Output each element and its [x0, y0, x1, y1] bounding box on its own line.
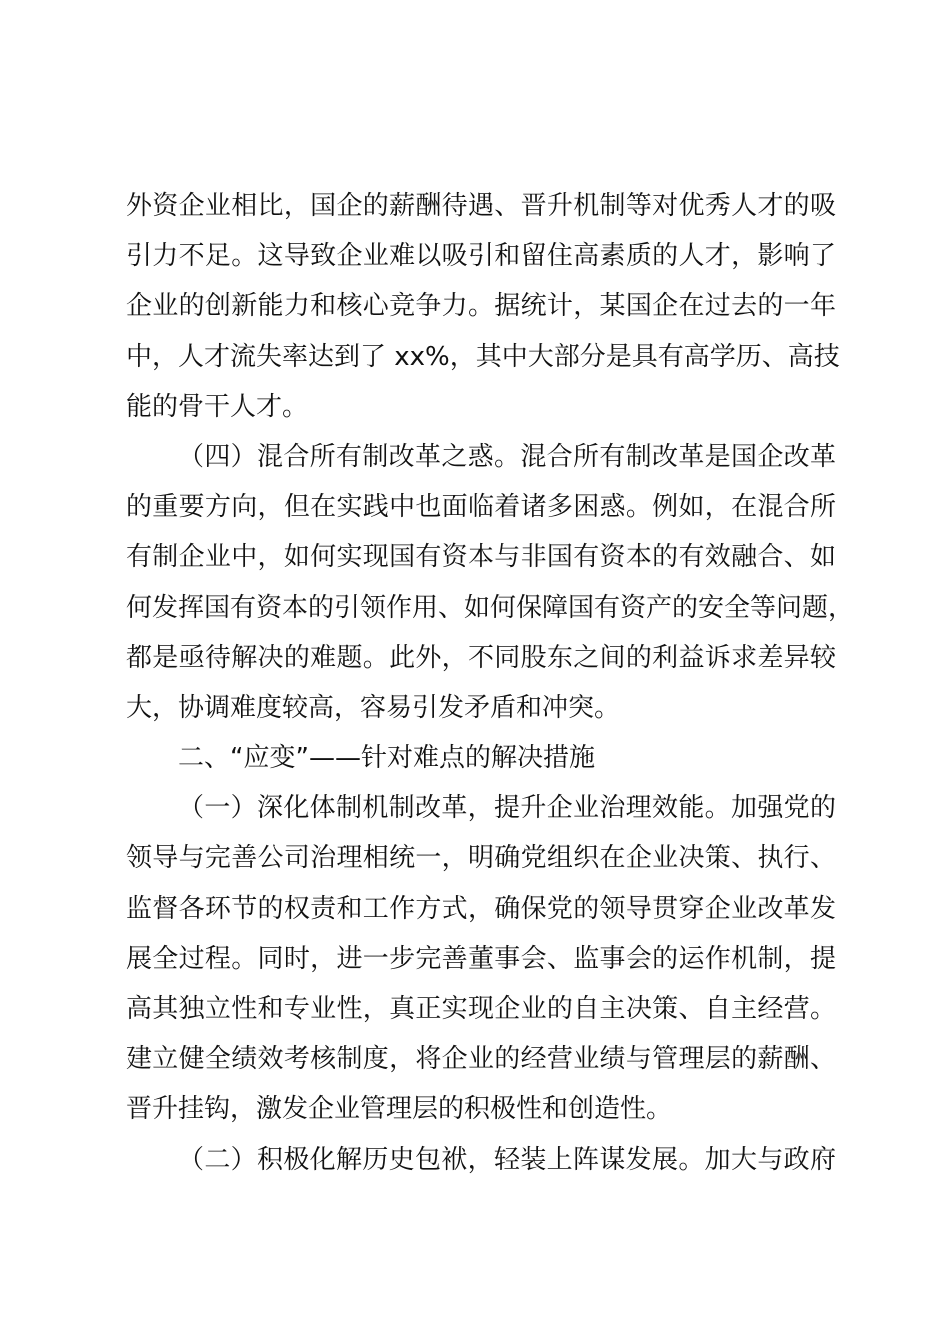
text-line: 能的骨干人才。	[126, 391, 309, 422]
text-line: 中，人才流失率达到了 xx%，其中大部分是具有高学历、高技	[126, 341, 840, 372]
text-line: 外资企业相比，国企的薪酬待遇、晋升机制等对优秀人才的吸	[126, 191, 836, 221]
text-line: 企业的创新能力和核心竞争力。据统计，某国企在过去的一年	[126, 291, 836, 322]
text-line: 大，协调难度较高，容易引发矛盾和冲突。	[126, 692, 621, 723]
text-line: 展全过程。同时，进一步完善董事会、监事会的运作机制，提	[126, 943, 836, 974]
text-line: 领导与完善公司治理相统一，明确党组织在企业决策、执行、	[126, 843, 836, 874]
text-line: 高其独立性和专业性，真正实现企业的自主决策、自主经营。	[126, 994, 836, 1024]
text-line: 的重要方向，但在实践中也面临着诸多困惑。例如，在混合所	[126, 492, 836, 523]
paragraph-heading-line: （二）积极化解历史包袱，轻装上阵谋发展。加大与政府	[178, 1144, 836, 1175]
text-line: 有制企业中，如何实现国有资本与非国有资本的有效融合、如	[126, 542, 836, 573]
text-line: 晋升挂钩，激发企业管理层的积极性和创造性。	[126, 1094, 673, 1125]
paragraph-heading-line: （一）深化体制机制改革，提升企业治理效能。加强党的	[178, 793, 836, 824]
text-line: 建立健全绩效考核制度，将企业的经营业绩与管理层的薪酬、	[126, 1044, 836, 1075]
text-line: 何发挥国有资本的引领作用、如何保障国有资产的安全等问题，	[126, 592, 855, 623]
text-line: 引力不足。这导致企业难以吸引和留住高素质的人才，影响了	[126, 241, 836, 272]
section-heading: 二、“应变”——针对难点的解决措施	[178, 743, 595, 774]
paragraph-heading-line: （四）混合所有制改革之惑。混合所有制改革是国企改革	[178, 441, 836, 472]
document-body	[126, 181, 855, 1185]
text-line: 监督各环节的权责和工作方式，确保党的领导贯穿企业改革发	[126, 893, 836, 924]
text-line: 都是亟待解决的难题。此外，不同股东之间的利益诉求差异较	[126, 642, 836, 673]
